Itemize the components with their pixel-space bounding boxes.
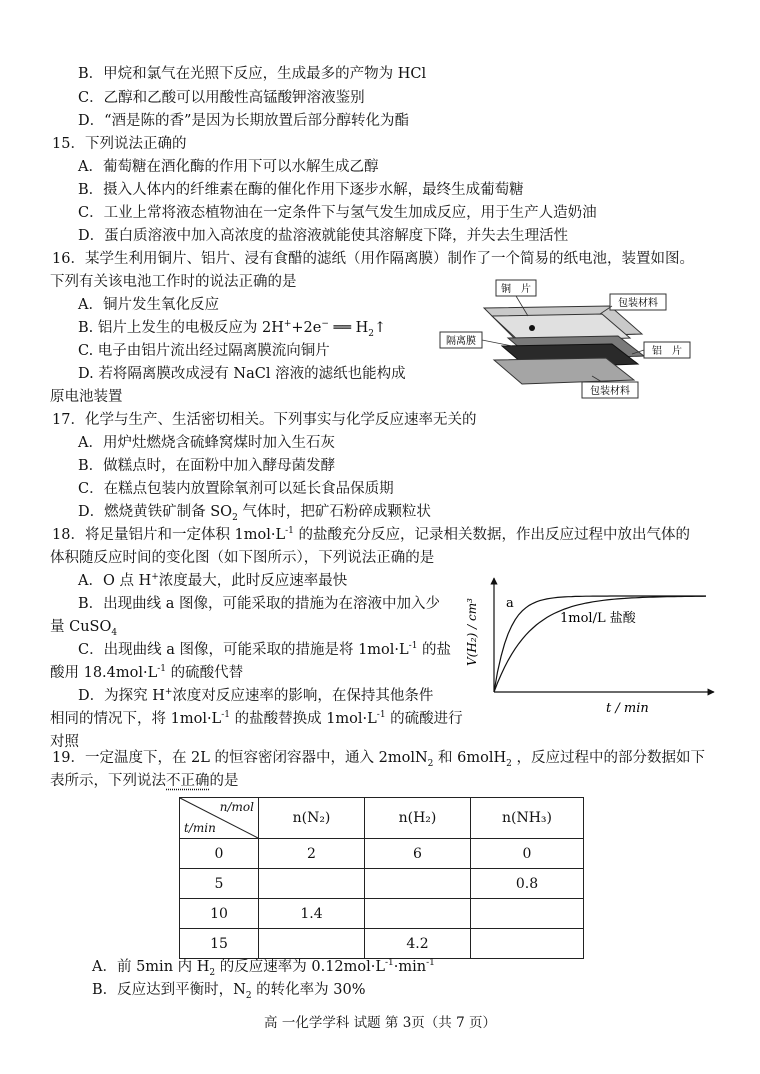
table-cell (471, 899, 584, 929)
leader-membrane (482, 340, 512, 346)
label-aluminum: 铝 片 (652, 346, 682, 357)
q19-option-b: B．反应达到平衡时，$N_2$ 的转化率为 30% (92, 982, 366, 1001)
table-header-row (180, 798, 584, 839)
table-cell: 4.2 (365, 929, 471, 959)
table-header-cell: n(H₂) (365, 798, 471, 839)
q16-stem-line1: 16．某学生利用铜片、铝片、浸有食醋的滤纸（用作隔离膜）制作了一个简易的纸电池，装置如图。 (52, 251, 694, 267)
q18-option-b-line2: 量 CuSO$_4$ (50, 619, 118, 638)
q15-option-b: B．摄入人体内的纤维素在酶的催化作用下逐步水解，最终生成葡萄糖 (78, 182, 524, 198)
series-a-label: a (506, 596, 514, 611)
q17-option-c: C．在糕点包装内放置除氧剂可以延长食品保质期 (78, 481, 394, 497)
q15-stem: 15．下列说法正确的 (52, 136, 187, 152)
q18-option-d-line1: D．为探究 H+浓度对反应速率的影响，在保持其他条件 (78, 687, 434, 704)
q14-option-c: C．乙醇和乙酸可以用酸性高锰酸钾溶液鉴别 (78, 90, 365, 106)
q16-option-c: C. 电子由铝片流出经过隔离膜流向铜片 (78, 343, 330, 359)
x-axis-label: t / min (606, 701, 649, 716)
table-row (180, 839, 584, 869)
q19-stem-line2: 表所示，下列说法不正确的是 (50, 773, 239, 789)
series-hcl-label: 1mol/L 盐酸 (560, 611, 636, 626)
table-cell (259, 869, 365, 899)
y-axis-label: V(H₂) / cm³ (465, 598, 479, 666)
corner-top-label: n/mol (219, 800, 254, 814)
table-cell (471, 929, 584, 959)
volume-time-chart (465, 574, 720, 724)
q14-option-d: D．“酒是陈的香”是因为长期放置后部分醇转化为酯 (78, 113, 409, 129)
reaction-data-table (179, 797, 584, 959)
q18-option-d-line2: 相同的情况下，将 $1mol\cdot L^{-1}$ 的盐酸替换成 $1mol\cdot L^{-1}$ 的硫酸进行 (50, 710, 463, 727)
q19-option-a: A．前 5min 内 $H_2$ 的反应速率为 $0.12mol\cdot L^{-1}\cdot\min^{-1}$ (92, 958, 435, 978)
q16-stem-line2: 下列有关该电池工作时的说法正确的是 (50, 274, 297, 290)
table-cell: 10 (180, 899, 259, 929)
paper-battery-figure (432, 276, 702, 400)
table-row (180, 899, 584, 929)
table-cell (365, 869, 471, 899)
q18-option-d-line3: 对照 (50, 734, 79, 750)
table-header-cell: n(NH₃) (471, 798, 584, 839)
q15-option-d: D．蛋白质溶液中加入高浓度的盐溶液就能使其溶解度下降，并失去生理活性 (78, 228, 569, 244)
table-cell (365, 899, 471, 929)
q18-option-a: A．O 点 H+浓度最大，此时反应速率最快 (78, 572, 348, 589)
corner-bottom-label: t/min (184, 821, 216, 835)
q19-stem-line1: 19．一定温度下，在 2L 的恒容密闭容器中，通入 2molN$_2$ 和 6molH$_2$ ，反应过程中的部分数据如下 (52, 750, 705, 769)
emphasis-not-correct: 不正确 (166, 773, 210, 789)
q17-stem: 17．化学与生产、生活密切相关。下列事实与化学反应速率无关的 (52, 412, 477, 428)
copper-terminal (529, 325, 535, 331)
q17-option-b: B．做糕点时，在面粉中加入酵母菌发酵 (78, 458, 336, 474)
table-cell: 15 (180, 929, 259, 959)
table-cell (259, 929, 365, 959)
q18-stem-line1: 18．将足量铝片和一定体积 $1mol\cdot L^{-1}$ 的盐酸充分反应，记录相关数据，作出反应过程中放出气体的 (52, 526, 691, 543)
table-cell: 1.4 (259, 899, 365, 929)
table-cell: 5 (180, 869, 259, 899)
q15-option-a: A．葡萄糖在酒化酶的作用下可以水解生成乙醇 (78, 159, 379, 175)
table-cell: 0 (471, 839, 584, 869)
label-pack-top: 包装材料 (618, 298, 658, 309)
q17-option-d: D．燃烧黄铁矿制备 $SO_2$ 气体时，把矿石粉碎成颗粒状 (78, 504, 431, 523)
q15-option-c: C．工业上常将液态植物油在一定条件下与氢气发生加成反应，用于生产人造奶油 (78, 205, 597, 221)
page-footer: 高 一化学学科 试题 第 3页（共 7 页） (264, 1015, 496, 1031)
q16-option-a: A．铜片发生氧化反应 (78, 297, 219, 313)
table-cell: 2 (259, 839, 365, 869)
table-header-cell: n(N₂) (259, 798, 365, 839)
q18-option-b-line1: B．出现曲线 a 图像，可能采取的措施为在溶液中加入少 (78, 596, 441, 612)
q16-option-d-line1: D. 若将隔离膜改成浸有 NaCl 溶液的滤纸也能构成 (78, 366, 406, 382)
table-cell: 0 (180, 839, 259, 869)
q14-option-b: B．甲烷和氯气在光照下反应，生成最多的产物为 HCl (78, 66, 427, 82)
label-membrane: 隔离膜 (446, 336, 476, 347)
table-cell: 6 (365, 839, 471, 869)
table-cell: 0.8 (471, 869, 584, 899)
table-row (180, 869, 584, 899)
label-pack-bottom: 包装材料 (590, 386, 630, 397)
q18-option-c-line2: 酸用 $18.4mol\cdot L^{-1}$ 的硫酸代替 (50, 664, 244, 681)
q18-stem-line2: 体积随反应时间的变化图（如下图所示），下列说法正确的是 (50, 550, 435, 566)
table-corner-cell (180, 798, 259, 839)
q16-option-d-line2: 原电池装置 (50, 389, 123, 405)
label-copper: 铜 片 (501, 284, 531, 295)
q17-option-a: A．用炉灶燃烧含硫蜂窝煤时加入生石灰 (78, 435, 335, 451)
table-row (180, 929, 584, 959)
q16-option-b: B. 铝片上发生的电极反应为 2H++2e− ══ $H_2↑$ (78, 319, 387, 339)
q18-option-c-line1: C．出现曲线 a 图像，可能采取的措施是将 $1mol\cdot L^{-1}$ 的盐 (78, 641, 452, 658)
